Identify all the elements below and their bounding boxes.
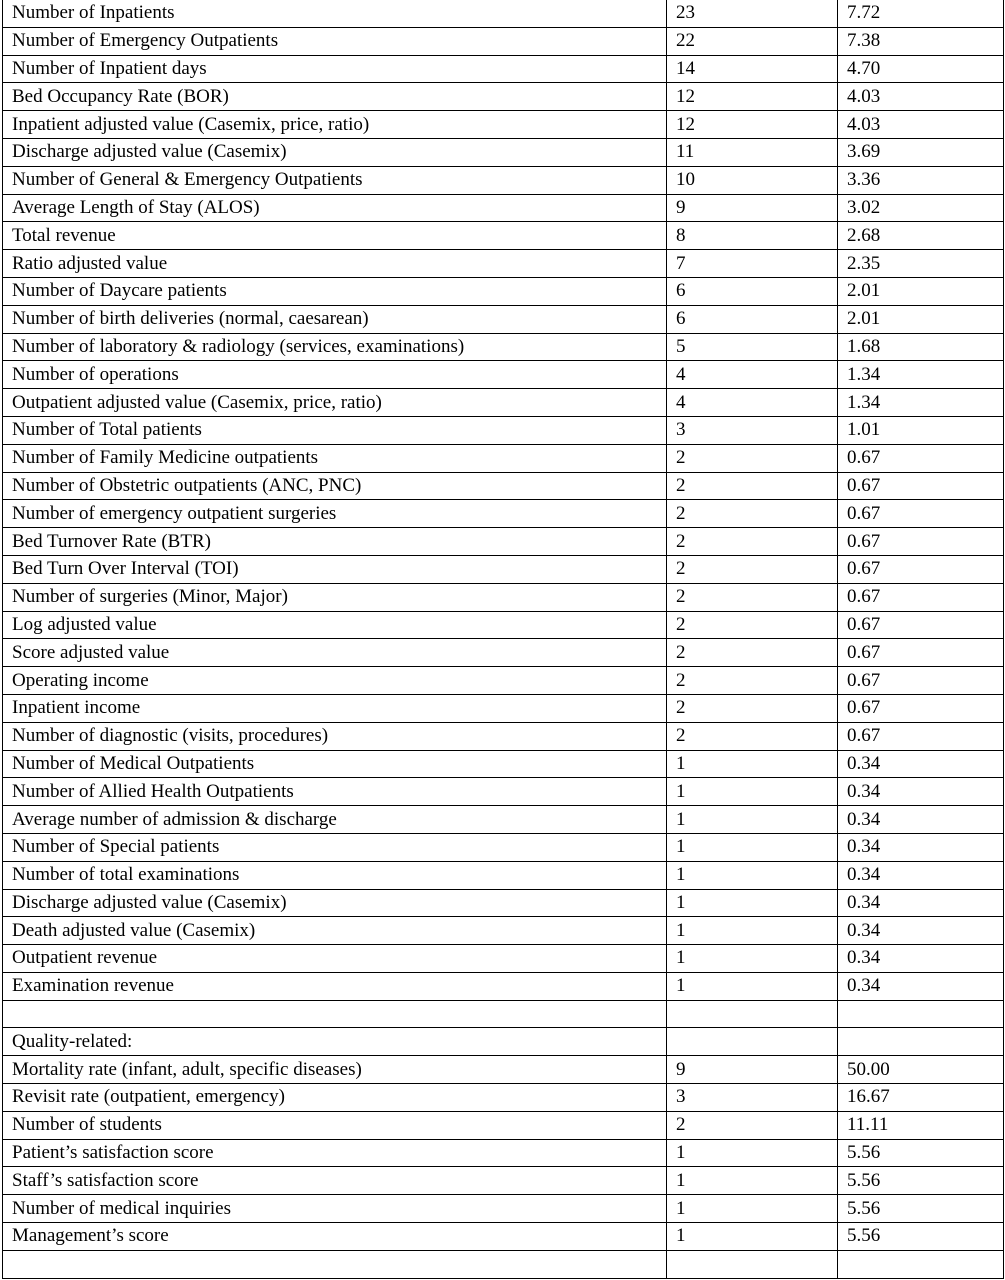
indicator-cell: Quality-related: bbox=[3, 1028, 667, 1056]
indicator-cell: Discharge adjusted value (Casemix) bbox=[3, 138, 667, 166]
percent-cell: 0.34 bbox=[838, 917, 1004, 945]
count-cell: 1 bbox=[667, 972, 838, 1000]
percent-cell: 3.36 bbox=[838, 166, 1004, 194]
indicator-cell: Number of General & Emergency Outpatients bbox=[3, 166, 667, 194]
count-cell: 1 bbox=[667, 833, 838, 861]
count-cell: 1 bbox=[667, 1167, 838, 1195]
indicator-cell: Inpatient adjusted value (Casemix, price, ratio) bbox=[3, 111, 667, 139]
table-body bbox=[3, 0, 1004, 1278]
table-row bbox=[3, 555, 1004, 583]
indicator-cell: Number of diagnostic (visits, procedures) bbox=[3, 722, 667, 750]
count-cell bbox=[667, 1250, 838, 1278]
indicator-cell: Number of birth deliveries (normal, caesarean) bbox=[3, 305, 667, 333]
indicator-cell: Number of Family Medicine outpatients bbox=[3, 444, 667, 472]
count-cell: 9 bbox=[667, 1056, 838, 1084]
table-row bbox=[3, 444, 1004, 472]
count-cell: 8 bbox=[667, 222, 838, 250]
indicator-cell: Management’s score bbox=[3, 1223, 667, 1251]
table-row bbox=[3, 639, 1004, 667]
indicator-cell: Discharge adjusted value (Casemix) bbox=[3, 889, 667, 917]
indicator-cell: Ratio adjusted value bbox=[3, 250, 667, 278]
count-cell: 12 bbox=[667, 111, 838, 139]
indicator-cell: Number of Medical Outpatients bbox=[3, 750, 667, 778]
count-cell: 2 bbox=[667, 528, 838, 556]
indicator-cell: Number of Inpatients bbox=[3, 0, 667, 27]
table-row bbox=[3, 472, 1004, 500]
table-row bbox=[3, 694, 1004, 722]
count-cell: 3 bbox=[667, 416, 838, 444]
table-row bbox=[3, 222, 1004, 250]
count-cell: 1 bbox=[667, 1139, 838, 1167]
table-row bbox=[3, 833, 1004, 861]
percent-cell: 0.67 bbox=[838, 472, 1004, 500]
count-cell: 1 bbox=[667, 1195, 838, 1223]
count-cell: 1 bbox=[667, 1223, 838, 1251]
count-cell: 23 bbox=[667, 0, 838, 27]
indicator-cell: Number of operations bbox=[3, 361, 667, 389]
count-cell: 1 bbox=[667, 861, 838, 889]
indicator-cell: Number of Emergency Outpatients bbox=[3, 27, 667, 55]
table-row bbox=[3, 722, 1004, 750]
table-row bbox=[3, 250, 1004, 278]
count-cell: 2 bbox=[667, 611, 838, 639]
indicator-cell: Number of Inpatient days bbox=[3, 55, 667, 83]
percent-cell: 5.56 bbox=[838, 1195, 1004, 1223]
table-row bbox=[3, 1250, 1004, 1278]
indicator-cell bbox=[3, 1000, 667, 1028]
percent-cell: 4.03 bbox=[838, 111, 1004, 139]
count-cell: 2 bbox=[667, 444, 838, 472]
percent-cell: 0.34 bbox=[838, 889, 1004, 917]
indicator-cell: Score adjusted value bbox=[3, 639, 667, 667]
count-cell: 2 bbox=[667, 500, 838, 528]
indicator-cell: Examination revenue bbox=[3, 972, 667, 1000]
table-row bbox=[3, 1139, 1004, 1167]
percent-cell: 0.67 bbox=[838, 528, 1004, 556]
count-cell: 11 bbox=[667, 138, 838, 166]
percent-cell: 0.34 bbox=[838, 833, 1004, 861]
indicator-cell: Number of Total patients bbox=[3, 416, 667, 444]
indicator-cell: Total revenue bbox=[3, 222, 667, 250]
indicator-cell: Inpatient income bbox=[3, 694, 667, 722]
count-cell: 6 bbox=[667, 305, 838, 333]
percent-cell: 0.34 bbox=[838, 750, 1004, 778]
percent-cell: 0.34 bbox=[838, 778, 1004, 806]
table-row bbox=[3, 0, 1004, 27]
percent-cell: 0.67 bbox=[838, 722, 1004, 750]
indicator-cell: Bed Occupancy Rate (BOR) bbox=[3, 83, 667, 111]
indicator-cell: Bed Turn Over Interval (TOI) bbox=[3, 555, 667, 583]
percent-cell: 0.34 bbox=[838, 806, 1004, 834]
table-row bbox=[3, 55, 1004, 83]
indicator-cell: Number of Daycare patients bbox=[3, 277, 667, 305]
indicator-cell: Staff’s satisfaction score bbox=[3, 1167, 667, 1195]
table-row bbox=[3, 416, 1004, 444]
percent-cell bbox=[838, 1250, 1004, 1278]
indicator-cell: Outpatient revenue bbox=[3, 945, 667, 973]
percent-cell: 0.67 bbox=[838, 583, 1004, 611]
percent-cell: 4.03 bbox=[838, 83, 1004, 111]
count-cell: 2 bbox=[667, 639, 838, 667]
percent-cell: 1.01 bbox=[838, 416, 1004, 444]
count-cell: 12 bbox=[667, 83, 838, 111]
percent-cell: 2.35 bbox=[838, 250, 1004, 278]
table-row bbox=[3, 1195, 1004, 1223]
count-cell: 1 bbox=[667, 806, 838, 834]
table-row bbox=[3, 528, 1004, 556]
percent-cell: 0.67 bbox=[838, 611, 1004, 639]
count-cell: 10 bbox=[667, 166, 838, 194]
table-row bbox=[3, 889, 1004, 917]
indicator-cell: Number of total examinations bbox=[3, 861, 667, 889]
count-cell: 14 bbox=[667, 55, 838, 83]
count-cell: 2 bbox=[667, 667, 838, 695]
percent-cell: 50.00 bbox=[838, 1056, 1004, 1084]
indicator-cell: Operating income bbox=[3, 667, 667, 695]
count-cell: 2 bbox=[667, 472, 838, 500]
table-row bbox=[3, 1111, 1004, 1139]
percent-cell: 5.56 bbox=[838, 1167, 1004, 1195]
count-cell: 5 bbox=[667, 333, 838, 361]
indicator-cell: Average number of admission & discharge bbox=[3, 806, 667, 834]
count-cell: 3 bbox=[667, 1084, 838, 1112]
indicator-cell bbox=[3, 1250, 667, 1278]
percent-cell: 2.68 bbox=[838, 222, 1004, 250]
table-row bbox=[3, 917, 1004, 945]
percent-cell: 2.01 bbox=[838, 277, 1004, 305]
indicator-cell: Number of Obstetric outpatients (ANC, PNC) bbox=[3, 472, 667, 500]
count-cell: 1 bbox=[667, 889, 838, 917]
table-row bbox=[3, 1028, 1004, 1056]
count-cell: 2 bbox=[667, 1111, 838, 1139]
percent-cell: 0.34 bbox=[838, 945, 1004, 973]
table-row bbox=[3, 361, 1004, 389]
percent-cell: 4.70 bbox=[838, 55, 1004, 83]
table-row bbox=[3, 194, 1004, 222]
indicator-cell: Number of surgeries (Minor, Major) bbox=[3, 583, 667, 611]
count-cell: 2 bbox=[667, 722, 838, 750]
table-row bbox=[3, 861, 1004, 889]
count-cell: 6 bbox=[667, 277, 838, 305]
table-row bbox=[3, 166, 1004, 194]
indicator-cell: Number of students bbox=[3, 1111, 667, 1139]
indicator-cell: Number of emergency outpatient surgeries bbox=[3, 500, 667, 528]
percent-cell bbox=[838, 1000, 1004, 1028]
table-row bbox=[3, 945, 1004, 973]
table-row bbox=[3, 1056, 1004, 1084]
count-cell: 7 bbox=[667, 250, 838, 278]
table-row bbox=[3, 806, 1004, 834]
percent-cell: 0.67 bbox=[838, 444, 1004, 472]
percent-cell: 0.34 bbox=[838, 972, 1004, 1000]
percent-cell: 7.72 bbox=[838, 0, 1004, 27]
count-cell: 4 bbox=[667, 389, 838, 417]
indicator-cell: Revisit rate (outpatient, emergency) bbox=[3, 1084, 667, 1112]
percent-cell: 5.56 bbox=[838, 1223, 1004, 1251]
percent-cell: 0.34 bbox=[838, 861, 1004, 889]
table-row bbox=[3, 778, 1004, 806]
indicator-cell: Number of Special patients bbox=[3, 833, 667, 861]
percent-cell bbox=[838, 1028, 1004, 1056]
percent-cell: 0.67 bbox=[838, 555, 1004, 583]
percent-cell: 7.38 bbox=[838, 27, 1004, 55]
indicator-cell: Mortality rate (infant, adult, specific diseases) bbox=[3, 1056, 667, 1084]
table-row bbox=[3, 611, 1004, 639]
table-row bbox=[3, 1084, 1004, 1112]
table-row bbox=[3, 1000, 1004, 1028]
count-cell: 1 bbox=[667, 778, 838, 806]
indicator-cell: Patient’s satisfaction score bbox=[3, 1139, 667, 1167]
percent-cell: 0.67 bbox=[838, 694, 1004, 722]
count-cell: 1 bbox=[667, 750, 838, 778]
table-row bbox=[3, 333, 1004, 361]
table-row bbox=[3, 305, 1004, 333]
table-row bbox=[3, 83, 1004, 111]
percent-cell: 0.67 bbox=[838, 500, 1004, 528]
indicator-cell: Average Length of Stay (ALOS) bbox=[3, 194, 667, 222]
count-cell bbox=[667, 1028, 838, 1056]
indicator-cell: Outpatient adjusted value (Casemix, price, ratio) bbox=[3, 389, 667, 417]
table-row bbox=[3, 1223, 1004, 1251]
table-row bbox=[3, 750, 1004, 778]
percent-cell: 0.67 bbox=[838, 667, 1004, 695]
percent-cell: 0.67 bbox=[838, 639, 1004, 667]
table-row bbox=[3, 972, 1004, 1000]
count-cell: 1 bbox=[667, 945, 838, 973]
indicator-cell: Number of Allied Health Outpatients bbox=[3, 778, 667, 806]
count-cell bbox=[667, 1000, 838, 1028]
count-cell: 1 bbox=[667, 917, 838, 945]
count-cell: 4 bbox=[667, 361, 838, 389]
table-row bbox=[3, 667, 1004, 695]
percent-cell: 5.56 bbox=[838, 1139, 1004, 1167]
table-row bbox=[3, 1167, 1004, 1195]
count-cell: 2 bbox=[667, 583, 838, 611]
table-row bbox=[3, 27, 1004, 55]
indicator-cell: Bed Turnover Rate (BTR) bbox=[3, 528, 667, 556]
table-row bbox=[3, 389, 1004, 417]
table-row bbox=[3, 583, 1004, 611]
percent-cell: 11.11 bbox=[838, 1111, 1004, 1139]
percent-cell: 1.68 bbox=[838, 333, 1004, 361]
table-row bbox=[3, 500, 1004, 528]
percent-cell: 16.67 bbox=[838, 1084, 1004, 1112]
indicator-cell: Log adjusted value bbox=[3, 611, 667, 639]
count-cell: 9 bbox=[667, 194, 838, 222]
percent-cell: 3.69 bbox=[838, 138, 1004, 166]
count-cell: 2 bbox=[667, 555, 838, 583]
table-row bbox=[3, 111, 1004, 139]
percent-cell: 3.02 bbox=[838, 194, 1004, 222]
percent-cell: 2.01 bbox=[838, 305, 1004, 333]
count-cell: 2 bbox=[667, 694, 838, 722]
percent-cell: 1.34 bbox=[838, 389, 1004, 417]
indicator-cell: Number of laboratory & radiology (services, examinations) bbox=[3, 333, 667, 361]
indicator-table bbox=[2, 0, 1004, 1279]
table-row bbox=[3, 138, 1004, 166]
percent-cell: 1.34 bbox=[838, 361, 1004, 389]
table-row bbox=[3, 277, 1004, 305]
count-cell: 22 bbox=[667, 27, 838, 55]
indicator-cell: Number of medical inquiries bbox=[3, 1195, 667, 1223]
indicator-cell: Death adjusted value (Casemix) bbox=[3, 917, 667, 945]
